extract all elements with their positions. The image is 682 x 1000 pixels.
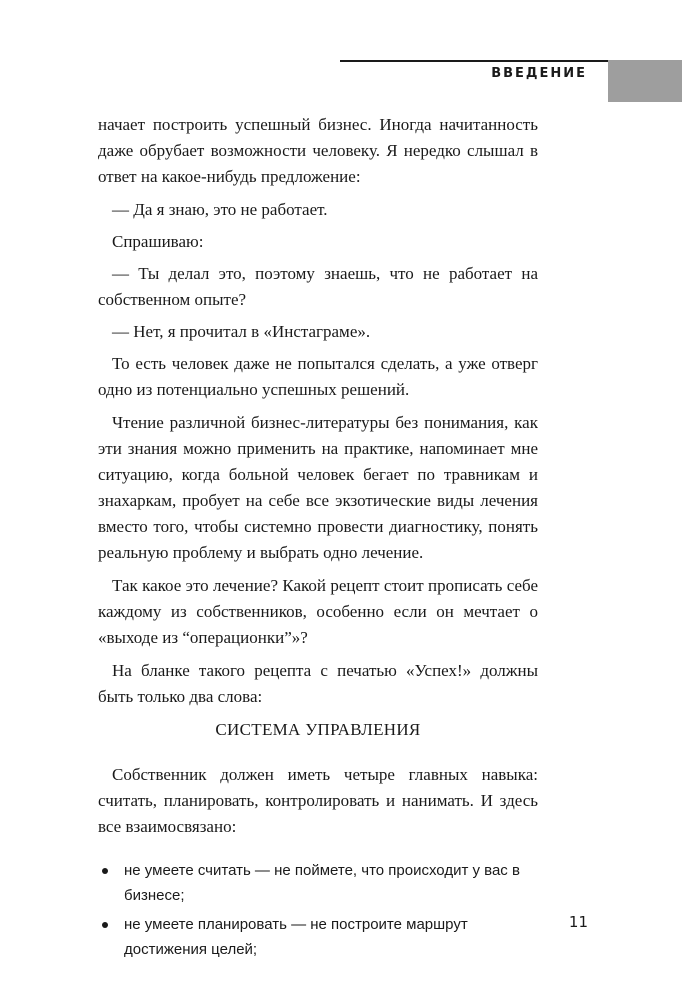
paragraph: На бланке такого рецепта с печатью «Успех!» должны быть только два слова: [98, 661, 538, 706]
paragraph: начает построить успешный бизнес. Иногда начитанность даже обрубает возможности человеку. Я нередко слышал в ответ на какое-нибудь предложение: [98, 115, 538, 186]
paragraph: Так какое это лечение? Какой рецепт стоит прописать себе каждому из собственников, особенно если он мечтает о «выходе из “операционки”»? [98, 576, 538, 647]
header-rule [340, 60, 608, 62]
paragraph: Чтение различной бизнес-литературы без понимания, как эти знания можно применить на практике, напоминает мне ситуацию, когда больной человек бегает по травникам и знахаркам, пробует на себе все экзотические виды лечения вместо того, чтобы системно провести диагностику, понять реальную проблему и выбрать одно лечение. [98, 413, 538, 562]
list-item [98, 858, 538, 908]
list-item-text: не умеете планировать — не построите маршрут достижения целей; [124, 916, 468, 958]
dialog-line: — Нет, я прочитал в «Инстаграме». [112, 322, 371, 341]
dialog-line: Спрашиваю: [112, 232, 204, 251]
section-tab-marker [608, 60, 682, 102]
bullet-icon [102, 868, 108, 874]
bullet-list [98, 858, 538, 962]
section-title: ВВЕДЕНИЕ [491, 66, 587, 81]
list-item-text: не умеете считать — не поймете, что происходит у вас в бизнесе; [124, 862, 520, 904]
list-item [98, 912, 538, 962]
dialog-line: — Ты делал это, поэтому знаешь, что не работает на собственном опыте? [98, 264, 538, 309]
dialog-line: — Да я знаю, это не работает. [112, 200, 328, 219]
bullet-icon [102, 922, 108, 928]
body-text [98, 112, 538, 966]
centered-heading: СИСТЕМА УПРАВЛЕНИЯ [215, 720, 421, 739]
paragraph: Собственник должен иметь четыре главных навыка: считать, планировать, контролировать и нанимать. И здесь все взаимосвязано: [98, 765, 538, 836]
paragraph: То есть человек даже не попытался сделать, а уже отверг одно из потенциально успешных решений. [98, 354, 538, 399]
page-number: 11 [568, 913, 588, 931]
